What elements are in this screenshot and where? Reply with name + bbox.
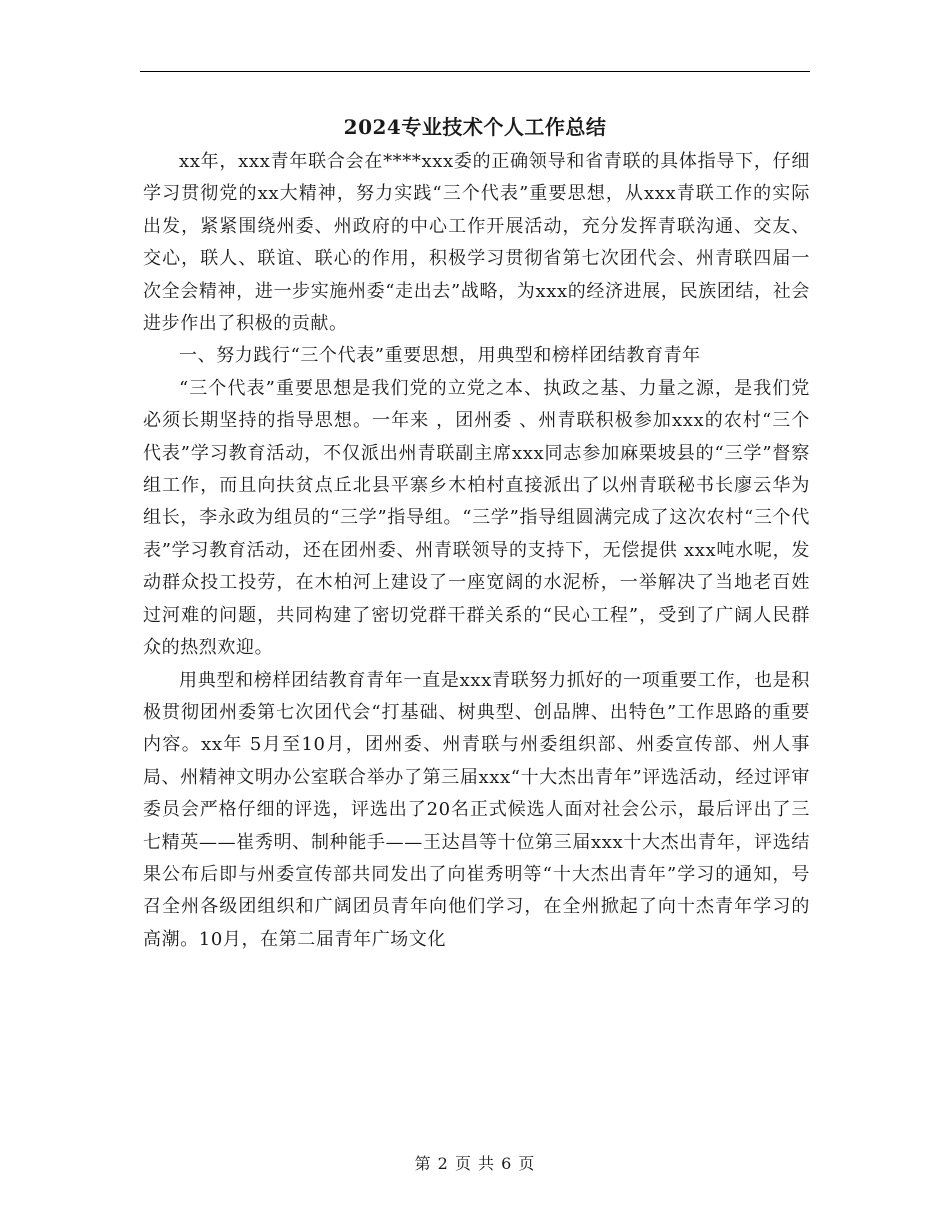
paragraph-role-models: 用典型和榜样团结教育青年一直是xxx青联努力抓好的一项重要工作，也是积极贯彻团州委第七次团代会“打基础、树典型、创品牌、出特色”工作思路的重要内容。xx年 5月至10月，团州委、州青联与州委组织部、州委宣传部、州人事局、州精神文明办公室联合举办了第三届xxx“十大杰出青年”评选活动，经过评审委员会严格仔细的评选，评选出了20名正式候选人面对社会公示，最后评出了三七精英——崔秀明、制种能手——王达昌等十位第三届xxx十大杰出青年，评选结果公布后即与州委宣传部共同发出了向崔秀明等“十大杰出青年”学习的通知，号召全州各级团组织和广阔团员青年向他们学习，在全州掀起了向十杰青年学习的高潮。10月，在第二届青年广场文化 xyxy=(143,669,810,950)
paragraph-intro: xx年，xxx青年联合会在****xxx委的正确领导和省青联的具体指导下，仔细学习贯彻党的xx大精神，努力实践“三个代表”重要思想，从xxx青联工作的实际出发，紧紧围绕州委、州政府的中心工作开展活动，充分发挥青联沟通、交友、交心，联人、联谊、联心的作用，积极学习贯彻省第七次团代会、州青联四届一次全会精神，进一步实施州委“走出去”战略，为xxx的经济进展，民族团结，社会进步作出了积极的贡献。 xyxy=(143,151,810,335)
section-heading-one: 一、努力践行“三个代表”重要思想，用典型和榜样团结教育青年 xyxy=(179,345,701,367)
document-body xyxy=(143,146,810,956)
paragraph-three-represents: “三个代表”重要思想是我们党的立党之本、执政之基、力量之源，是我们党必须长期坚持的指导思想。一年来 ，团州委 、州青联积极参加xxx的农村“三个代表”学习教育活动，不仅派出州青联副主席xxx同志参加麻栗坡县的“三学”督察组工作，而且向扶贫点丘北县平寨乡木柏村直接派出了以州青联秘书长廖云华为组长，李永政为组员的“三学”指导组。“三学”指导组圆满完成了这次农村“三个代表”学习教育活动，还在团州委、州青联领导的支持下，无偿提供 xxx吨水呢，发动群众投工投劳，在木柏河上建设了一座宽阔的水泥桥，一举解决了当地老百姓过河难的问题，共同构建了密切党群干群关系的“民心工程”，受到了广阔人民群众的热烈欢迎。 xyxy=(143,377,810,659)
header-rule xyxy=(140,71,810,72)
page-number-footer: 第 2 页 共 6 页 xyxy=(414,1154,536,1173)
document-title: 2024专业技术个人工作总结 xyxy=(343,115,607,139)
